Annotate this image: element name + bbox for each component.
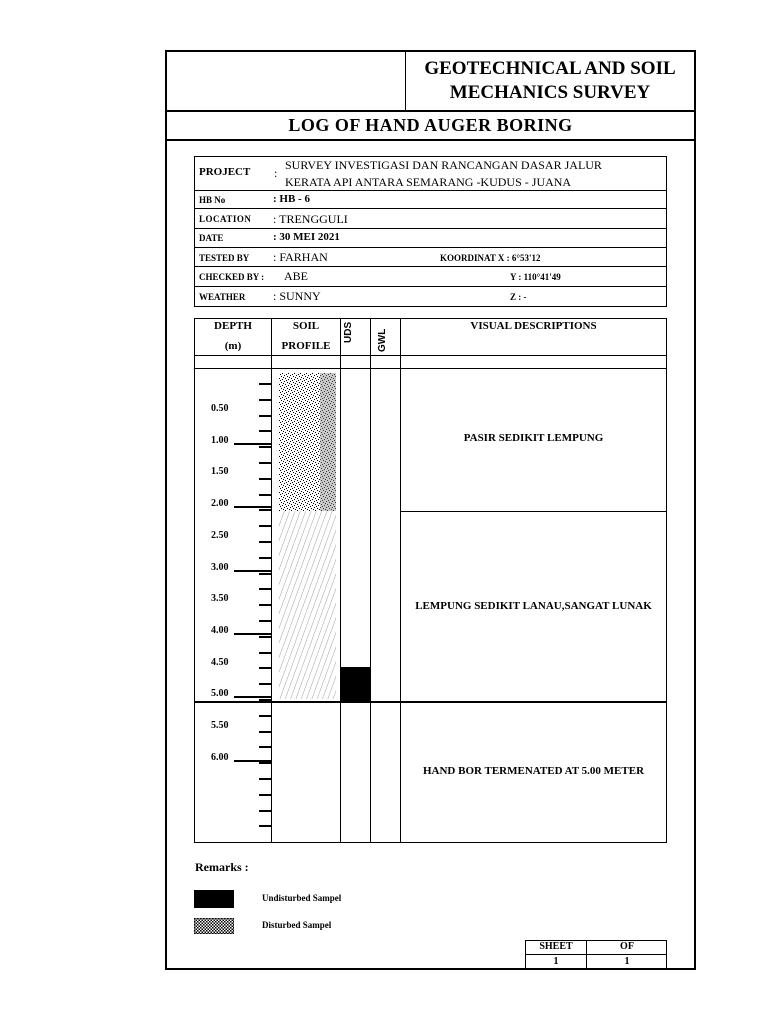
depth-tick <box>259 810 271 812</box>
depth-tick <box>259 430 271 432</box>
depth-header: DEPTH <box>214 320 252 332</box>
info-row-line <box>194 247 667 248</box>
subtitle-bottom-line <box>166 139 695 141</box>
location-label: LOCATION <box>199 214 252 224</box>
profile-header: PROFILE <box>281 340 331 352</box>
info-row-line <box>194 286 667 287</box>
depth-label: 5.50 <box>211 720 229 731</box>
project-line-1: SURVEY INVESTIGASI DAN RANCANGAN DASAR JALUR <box>285 158 602 172</box>
depth-tick <box>259 715 271 717</box>
depth-tick <box>259 509 271 511</box>
info-row-line <box>194 228 667 229</box>
location-value: : TRENGGULI <box>273 212 348 226</box>
visual-header: VISUAL DESCRIPTIONS <box>470 320 597 332</box>
disturbed-legend-label: Disturbed Sampel <box>262 920 332 930</box>
sheet-label: SHEET <box>539 941 573 952</box>
depth-tick <box>259 652 271 654</box>
depth-tick <box>259 794 271 796</box>
koordinat-z: Z : - <box>510 292 527 302</box>
depth-label: 3.50 <box>211 593 229 604</box>
depth-label: 2.00 <box>211 498 229 509</box>
clay-layer <box>279 511 336 699</box>
depth-label: 4.00 <box>211 625 229 636</box>
depth-label-underline <box>234 570 271 572</box>
project-label: PROJECT <box>199 166 251 178</box>
depth-tick <box>259 525 271 527</box>
depth-label-underline <box>234 633 271 635</box>
sheet-row-line <box>525 954 667 955</box>
depth-label: 1.00 <box>211 435 229 446</box>
depth-tick <box>259 746 271 748</box>
depth-label: 6.00 <box>211 752 229 763</box>
depth-tick <box>259 557 271 559</box>
uds-header: UDS <box>343 321 354 343</box>
depth-label-underline <box>234 760 271 762</box>
depth-tick <box>259 383 271 385</box>
depth-tick <box>259 588 271 590</box>
depth-label: 1.50 <box>211 466 229 477</box>
depth-tick <box>259 699 271 701</box>
project-colon: : <box>274 166 278 180</box>
depth-tick <box>259 415 271 417</box>
depth-tick <box>259 825 271 827</box>
layer-2-description: LEMPUNG SEDIKIT LANAU,SANGAT LUNAK <box>415 600 652 612</box>
depth-tick <box>259 636 271 638</box>
date-label: DATE <box>199 233 224 243</box>
tested-value: : FARHAN <box>273 250 328 264</box>
info-row-line <box>194 208 667 209</box>
depth-label: 5.00 <box>211 688 229 699</box>
depth-tick <box>259 778 271 780</box>
log-header-line <box>194 355 667 356</box>
log-col-line <box>340 318 341 843</box>
depth-label-underline <box>234 443 271 445</box>
remarks-label: Remarks : <box>195 860 249 874</box>
koordinat-x: KOORDINAT X : 6°53'12 <box>440 253 541 263</box>
log-col-line <box>370 318 371 843</box>
header-bottom-line <box>166 110 695 112</box>
weather-value: : SUNNY <box>273 289 321 303</box>
koordinat-y: Y : 110°41'49 <box>510 272 561 282</box>
info-row-line <box>194 190 667 191</box>
depth-tick <box>259 762 271 764</box>
depth-tick <box>259 462 271 464</box>
disturbed-legend-swatch <box>194 918 234 934</box>
layer-divider <box>400 511 667 512</box>
info-row-line <box>194 266 667 267</box>
page-subtitle: LOG OF HAND AUGER BORING <box>288 115 573 135</box>
depth-tick <box>259 478 271 480</box>
depth-label: 4.50 <box>211 657 229 668</box>
undisturbed-legend-label: Undisturbed Sampel <box>262 893 342 903</box>
depth-label-underline <box>234 696 271 698</box>
checked-value: ABE <box>284 269 308 283</box>
header-divider <box>405 51 406 111</box>
layer-divider-full <box>194 701 667 703</box>
gwl-header: GWL <box>377 328 388 352</box>
depth-tick <box>259 573 271 575</box>
depth-tick <box>259 399 271 401</box>
depth-tick <box>259 620 271 622</box>
depth-label: 0.50 <box>211 403 229 414</box>
title-line-2: MECHANICS SURVEY <box>449 82 651 103</box>
soil-header: SOIL <box>292 320 320 332</box>
sand-shade <box>320 373 336 511</box>
layer-3-description: HAND BOR TERMENATED AT 5.00 METER <box>422 765 645 777</box>
depth-tick <box>259 541 271 543</box>
sheet-value: 1 <box>553 956 559 967</box>
soil-profile-graphic <box>272 369 340 701</box>
of-label: OF <box>620 941 634 952</box>
hb-value: : HB - 6 <box>273 193 310 205</box>
depth-tick <box>259 446 271 448</box>
undisturbed-legend-swatch <box>194 890 234 908</box>
depth-label-underline <box>234 506 271 508</box>
checked-label: CHECKED BY : <box>199 272 265 282</box>
date-value: : 30 MEI 2021 <box>273 231 340 243</box>
uds-sample-block <box>341 667 371 701</box>
hb-label: HB No <box>199 195 226 205</box>
layer-1-description: PASIR SEDIKIT LEMPUNG <box>463 432 604 444</box>
weather-label: WEATHER <box>199 292 246 302</box>
depth-tick <box>259 604 271 606</box>
depth-tick <box>259 494 271 496</box>
depth-tick <box>259 683 271 685</box>
depth-tick <box>259 667 271 669</box>
depth-tick <box>259 731 271 733</box>
depth-unit-header: (m) <box>224 340 242 352</box>
title-line-1: GEOTECHNICAL AND SOIL <box>424 58 676 79</box>
tested-label: TESTED BY <box>199 253 250 263</box>
log-header-line <box>194 368 667 369</box>
depth-label: 3.00 <box>211 562 229 573</box>
depth-label: 2.50 <box>211 530 229 541</box>
project-line-2: KERATA API ANTARA SEMARANG -KUDUS - JUANA <box>285 175 572 189</box>
of-value: 1 <box>624 956 630 967</box>
